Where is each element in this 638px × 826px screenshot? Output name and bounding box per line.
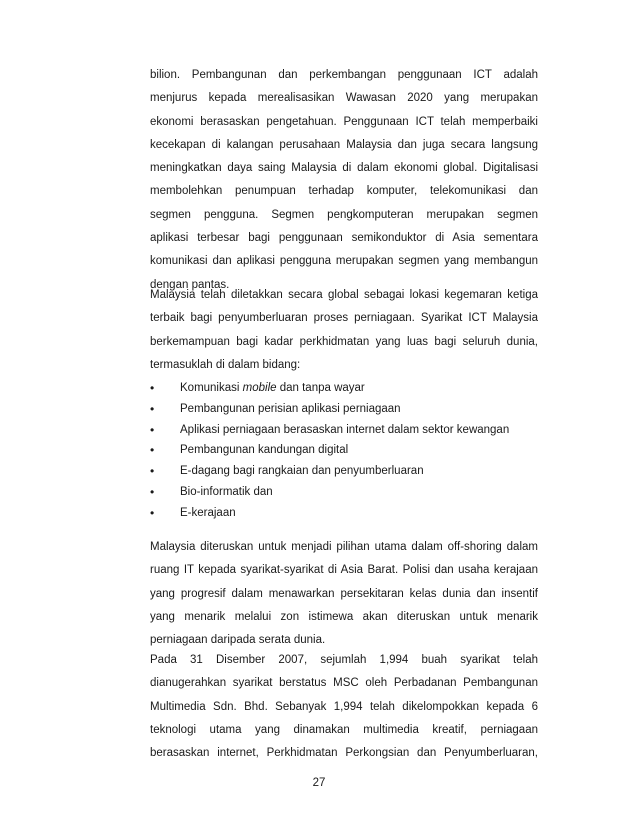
text-line: Pada 31 Disember 2007, sejumlah 1,994 buah syarikat telah: [150, 654, 538, 666]
text-line: teknologi utama yang dinamakan multimedia kreatif, perniagaan: [150, 723, 538, 736]
bullet-list-ict-fields: [150, 378, 550, 524]
paragraph-global-location: [150, 284, 538, 377]
text-line: ruang IT kepada syarikat-syarikat di Asia Barat. Polisi dan usaha kerajaan: [150, 564, 538, 577]
text-line: berasaskan internet, Perkhidmatan Perkongsian dan Penyumberluaran,: [150, 747, 538, 760]
text-line: Malaysia diteruskan untuk menjadi pilihan utama dalam off-shoring dalam: [150, 541, 538, 553]
paragraph-offshoring: [150, 536, 538, 652]
list-item: [150, 378, 550, 399]
list-item: [150, 461, 550, 482]
text-line: meningkatkan daya saing Malaysia di dalam ekonomi global. Digitalisasi: [150, 162, 538, 175]
bullet-icon: •: [150, 422, 155, 437]
text-line: ekonomi berasaskan pengetahuan. Penggunaan ICT telah memperbaiki: [150, 115, 538, 128]
page-number: 27: [312, 777, 326, 789]
text-line: perniagaan daripada serata dunia.: [150, 634, 326, 647]
bullet-icon: •: [150, 484, 155, 499]
text-line: menjurus kepada merealisasikan Wawasan 2020 yang merupakan: [150, 92, 538, 105]
list-item-label: Komunikasi mobile dan tanpa wayar: [180, 382, 365, 394]
paragraph-msc-status: [150, 649, 538, 765]
list-item: [150, 503, 550, 524]
list-item: [150, 399, 550, 420]
text-line: kecekapan di kalangan perusahaan Malaysia dan juga secara langsung: [150, 138, 538, 151]
list-item-label: E-kerajaan: [180, 506, 236, 519]
list-item-label: Pembangunan perisian aplikasi perniagaan: [180, 402, 401, 415]
text-line: terbaik bagi penyumberluaran proses perniagaan. Syarikat ICT Malaysia: [150, 312, 538, 325]
list-item: [150, 440, 550, 461]
text-line: berkemampuan bagi kadar perkhidmatan yang luas bagi seluruh dunia,: [150, 335, 538, 348]
text-line: komunikasi dan aplikasi pengguna merupakan segmen yang membangun: [150, 255, 538, 268]
list-item-label: Aplikasi perniagaan berasaskan internet dalam sektor kewangan: [180, 423, 510, 436]
bullet-icon: •: [150, 381, 155, 395]
text-line: bilion. Pembangunan dan perkembangan penggunaan ICT adalah: [150, 69, 538, 81]
text-line: aplikasi terbesar bagi penggunaan semikonduktor di Asia sementara: [150, 232, 538, 245]
list-item-label: Pembangunan kandungan digital: [180, 444, 349, 457]
text-line: dengan pantas.: [150, 278, 230, 291]
text-line: dianugerahkan syarikat berstatus MSC oleh Perbadanan Pembangunan: [150, 677, 538, 690]
bullet-icon: •: [150, 464, 155, 479]
bullet-icon: •: [150, 443, 155, 458]
text-line: termasuklah di dalam bidang:: [150, 358, 301, 371]
bullet-icon: •: [150, 401, 155, 416]
text-line: yang menarik melalui zon istimewa akan diteruskan untuk menarik: [150, 610, 538, 623]
paragraph-ict-development: [150, 64, 538, 297]
text-line: segmen pengguna. Segmen pengkomputeran merupakan segmen: [150, 208, 538, 221]
list-item: [150, 420, 550, 441]
text-line: membolehkan penumpuan terhadap komputer, telekomunikasi dan: [150, 185, 538, 198]
text-line: yang progresif dalam menawarkan persekitaran kelas dunia dan insentif: [150, 587, 538, 600]
bullet-icon: •: [150, 505, 155, 520]
text-line: Multimedia Sdn. Bhd. Sebanyak 1,994 telah dikelompokkan kepada 6: [150, 700, 538, 713]
list-item: [150, 482, 550, 503]
list-item-label: E-dagang bagi rangkaian dan penyumberluaran: [180, 465, 424, 478]
text-line: Malaysia telah diletakkan secara global sebagai lokasi kegemaran ketiga: [150, 289, 538, 301]
list-item-label: Bio-informatik dan: [180, 485, 273, 498]
